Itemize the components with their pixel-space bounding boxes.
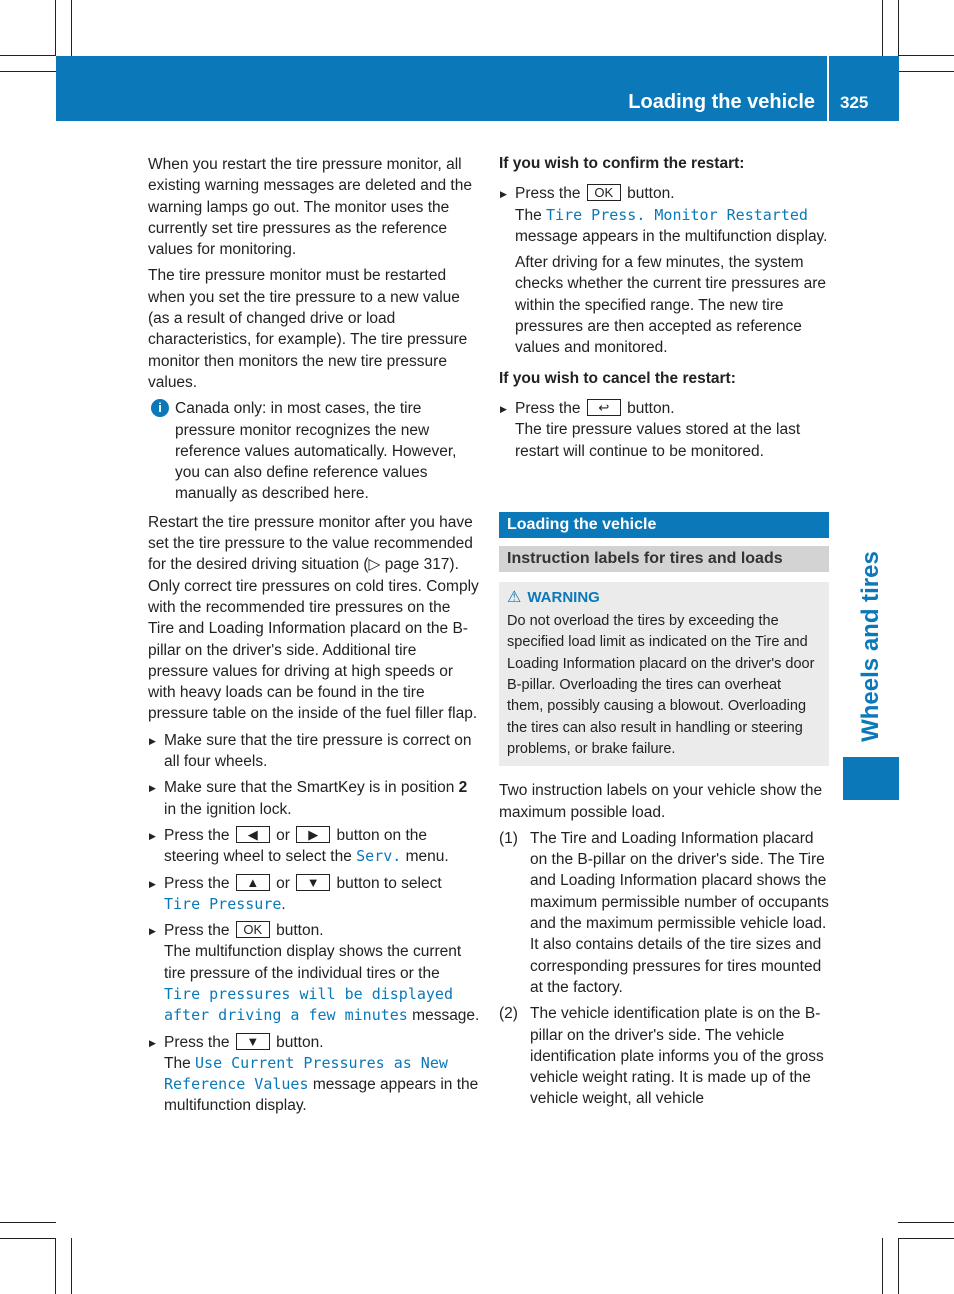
info-note-text: Canada only: in most cases, the tire pressure monitor recognizes the new reference values automatically. However, you can also define reference values manually as described here. (175, 400, 457, 503)
crop-mark (0, 1238, 56, 1239)
display-text: Tire Pressure (164, 894, 282, 913)
item-number: (2) (499, 1005, 518, 1023)
sub-heading: If you wish to confirm the restart: (499, 155, 745, 172)
instruction-step: ▶ Press the ◀ or ▶ button on the steering wheel to select the Serv. menu. (148, 825, 480, 868)
crop-mark (898, 71, 954, 72)
instruction-step: ▶ Press the ▼ button. The Use Current Pressures as New Reference Values message appears in the multifunction display. (148, 1032, 480, 1117)
warning-triangle-icon: ⚠ (507, 588, 522, 606)
paragraph: The tire pressure monitor must be restarted when you set the tire pressure to a new value (as a result of changed drive or load characteristics, for example). The tire pressure monitor then monitors the new tire pressure values. (148, 267, 468, 391)
step-detail: After driving for a few minutes, the system checks whether the current tire pressures are within the specified range. The new tire pressures are then accepted as reference values and monitored. (515, 254, 826, 357)
left-arrow-key-icon: ◀ (236, 826, 270, 843)
warning-text: Do not overload the tires by exceeding the specified load limit as indicated on the Tire and Loading Information placard on the driver's door B-pillar. Overloading the tires can overheat them, possibly causing a blowout. Overloading the tires can also result in handling or steering problems, or brake failure. (507, 613, 815, 757)
header-divider (827, 56, 829, 121)
crop-mark (882, 0, 883, 56)
instruction-step: ▶ Press the OK button. The Tire Press. Monitor Restarted message appears in the multifunction display. After driving for a few minutes, the system checks whether the current tire pressures are within the specified range. The new tire pressures are then accepted as reference values and monitored. (499, 183, 829, 358)
crop-mark (55, 1238, 56, 1294)
crop-mark (882, 1238, 883, 1294)
header-title: Loading the vehicle (628, 91, 815, 113)
down-arrow-key-icon: ▼ (296, 874, 330, 891)
crop-mark (898, 55, 954, 56)
down-arrow-key-icon: ▼ (236, 1033, 270, 1050)
crop-mark (898, 0, 899, 56)
chapter-tab-marker (843, 757, 899, 800)
section-heading: Loading the vehicle (499, 512, 829, 538)
ok-key-icon: OK (236, 921, 270, 938)
page-number: 325 (840, 93, 869, 112)
instruction-step: ▶ Press the OK button. The multifunction display shows the current tire pressure of the individual tires or the Tire pressures will be displayed after driving a few minutes message. (148, 920, 480, 1026)
crop-mark (0, 1222, 56, 1223)
crop-mark (55, 0, 56, 56)
paragraph: Two instruction labels on your vehicle show the maximum possible load. (499, 782, 823, 821)
instruction-step: ▶ Make sure that the SmartKey is in position 2 in the ignition lock. (148, 777, 480, 820)
left-column (148, 154, 480, 1122)
paragraph: Restart the tire pressure monitor after you have set the tire pressure to the value recommended for the desired driving situation (▷ page 317). Only correct tire pressures on cold tires. Comply with the recommended tire pressures on the Tire and Loading Information placard on the B-pillar on the driver's side. Additional tire pressure values for driving at high speeds or with heavy loads can be found in the tire pressure table on the inside of the fuel filler flap. (148, 513, 479, 723)
crop-mark (71, 0, 72, 56)
paragraph: When you restart the tire pressure monitor, all existing warning messages are deleted and the warning lamps go out. The monitor uses the currently set tire pressures as the reference values for monitoring. (148, 156, 472, 259)
display-text: Use Current Pressures as New Reference Values (164, 1053, 448, 1094)
sub-heading: If you wish to cancel the restart: (499, 369, 736, 387)
back-key-icon: ↩ (587, 399, 621, 416)
ok-key-icon: OK (587, 184, 621, 201)
chapter-tab (843, 540, 899, 755)
crop-mark (0, 55, 56, 56)
numbered-item: (1) The Tire and Loading Information placard on the B-pillar on the driver's side. The Tire and Loading Information placard shows the maximum permissible number of occupants and the maximum permissible vehicle load. It also contains details of the tire sizes and corresponding pressures for tires mounted at the factory. (499, 829, 829, 996)
crop-mark (898, 1238, 899, 1294)
crop-mark (898, 1238, 954, 1239)
right-arrow-key-icon: ▶ (296, 826, 330, 843)
chapter-tab-label: Wheels and tires (857, 551, 884, 742)
instruction-step: ▶ Press the ▲ or ▼ button to select Tire Pressure. (148, 873, 480, 916)
instruction-step: ▶ Make sure that the tire pressure is correct on all four wheels. (148, 730, 480, 773)
info-icon: i (151, 399, 169, 417)
display-text: Tire Press. Monitor Restarted (546, 205, 808, 224)
page-header (56, 56, 899, 121)
crop-mark (0, 71, 56, 72)
instruction-step: ▶ Press the ↩ button. The tire pressure values stored at the last restart will continue to be monitored. (499, 398, 829, 462)
subsection-heading: Instruction labels for tires and loads (499, 546, 829, 572)
numbered-item: (2) The vehicle identification plate is on the B-pillar on the driver's side. The vehicle identification plate informs you of the gross vehicle weight rating. It is made up of the vehicle weight, all vehicle (499, 1005, 824, 1108)
right-column (499, 153, 829, 1115)
warning-title: ⚠ WARNING (507, 587, 821, 608)
info-note (148, 398, 480, 504)
display-text: Tire pressures will be displayed after driving a few minutes (164, 984, 453, 1025)
up-arrow-key-icon: ▲ (236, 874, 270, 891)
item-number: (1) (499, 829, 518, 847)
crop-mark (71, 1238, 72, 1294)
warning-box (499, 582, 829, 766)
display-text: Serv. (356, 847, 402, 866)
crop-mark (898, 1222, 954, 1223)
